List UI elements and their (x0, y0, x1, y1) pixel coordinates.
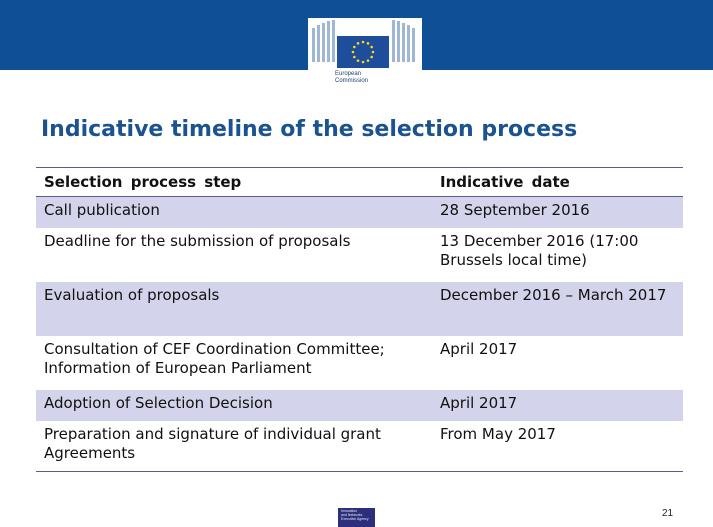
timeline-table (36, 167, 683, 472)
eu-star-icon (352, 51, 355, 54)
step-cell: Consultation of CEF Coordination Committee; Information of European Parliament (44, 340, 385, 377)
eu-star-icon (353, 56, 356, 59)
page-number: 21 (662, 508, 674, 519)
eu-star-icon (362, 41, 365, 44)
table-row (36, 197, 683, 229)
eu-star-icon (357, 42, 360, 45)
table-row (36, 390, 683, 421)
agency-logo-line2: and Networks (341, 513, 363, 517)
step-cell: Evaluation of proposals (36, 282, 432, 336)
date-cell: 13 December 2016 (17:00 Brussels local time) (440, 232, 639, 269)
eu-star-icon (370, 46, 373, 49)
step-cell: Call publication (36, 197, 432, 229)
column-header-step: Selection process step (36, 168, 432, 197)
agency-logo-line1: Innovation (341, 509, 358, 513)
date-cell: From May 2017 (432, 421, 683, 472)
eu-star-icon (367, 42, 370, 45)
date-cell: 28 September 2016 (432, 197, 683, 229)
logo-text-line1: European (335, 71, 362, 77)
table-row (36, 282, 683, 336)
eu-star-icon (353, 46, 356, 49)
step-cell: Preparation and signature of individual grant Agreements (36, 421, 432, 472)
step-cell: Adoption of Selection Decision (36, 390, 432, 421)
step-cell: Deadline for the submission of proposals (44, 232, 351, 250)
table-row (36, 336, 683, 390)
eu-star-icon (357, 59, 360, 62)
logo-wordmark (335, 71, 395, 85)
table-row (36, 421, 683, 472)
date-cell: December 2016 – March 2017 (432, 282, 683, 336)
european-commission-logo (308, 18, 422, 92)
agency-logo-line3: Executive Agency (341, 517, 369, 521)
page-title: Indicative timeline of the selection process (41, 117, 578, 142)
eu-star-icon (372, 51, 375, 54)
date-cell: April 2017 (440, 340, 518, 358)
eu-star-icon (367, 59, 370, 62)
eu-star-icon (362, 61, 365, 64)
logo-text-line2: Commission (335, 78, 369, 84)
date-cell: April 2017 (432, 390, 683, 421)
column-header-date: Indicative date (432, 168, 683, 197)
table-header-row (36, 168, 683, 197)
table-row (36, 228, 683, 282)
eu-star-icon (370, 56, 373, 59)
inea-agency-logo (338, 508, 375, 527)
